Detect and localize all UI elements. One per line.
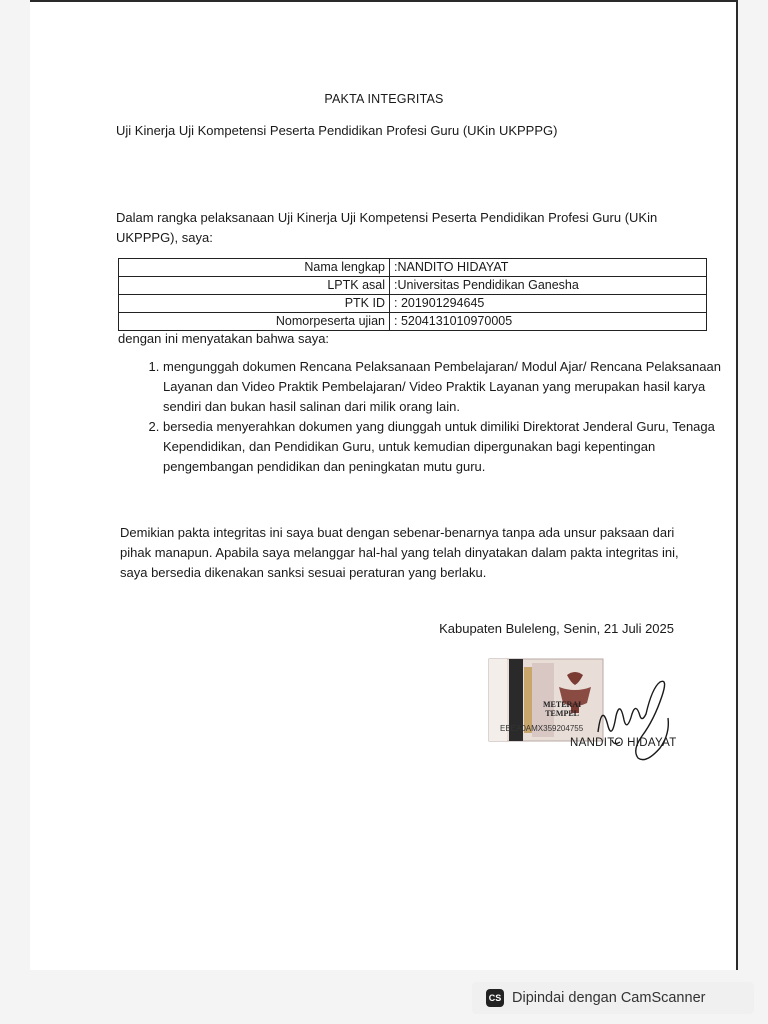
declaration-lead: dengan ini menyatakan bahwa saya:: [118, 331, 330, 346]
document-subtitle: Uji Kinerja Uji Kompetensi Peserta Pendidikan Profesi Guru (UKin UKPPPG): [116, 123, 558, 138]
camscanner-icon: CS: [486, 989, 504, 1007]
camscanner-text: Dipindai dengan CamScanner: [512, 990, 706, 1006]
signer-name: NANDITO HIDAYAT: [570, 737, 677, 749]
camscanner-badge: [472, 982, 754, 1014]
meterai-line1: METERAI: [543, 700, 582, 709]
declaration-list: [137, 357, 723, 477]
meterai-serial: EBEA0AMX359204755: [500, 724, 584, 733]
row-label: LPTK asal: [119, 277, 390, 295]
row-label: Nama lengkap: [119, 259, 390, 277]
row-value: : 5204131010970005: [390, 313, 707, 331]
meterai-line2: TEMPEL: [545, 709, 579, 718]
place-date: Kabupaten Buleleng, Senin, 21 Juli 2025: [439, 621, 674, 636]
table-row: [119, 259, 707, 277]
document-title: PAKTA INTEGRITAS: [324, 92, 444, 106]
list-item: 2. bersedia menyerahkan dokumen yang diunggah untuk dimiliki Direktorat Jenderal Guru, Tenaga Kependidikan, dan Pendidikan Guru, untuk kemudian dipergunakan bagi kepentingan pengembangan pendidikan dan peningkatan mutu guru.: [163, 417, 723, 477]
row-value: :Universitas Pendidikan Ganesha: [390, 277, 707, 295]
document-page: [30, 0, 738, 970]
intro-paragraph: Dalam rangka pelaksanaan Uji Kinerja Uji Kompetensi Peserta Pendidikan Profesi Guru (UKin UKPPPG), saya:: [116, 210, 658, 245]
row-value: : 201901294645: [390, 295, 707, 313]
list-item: 1. mengunggah dokumen Rencana Pelaksanaan Pembelajaran/ Modul Ajar/ Rencana Pelaksanaan Layanan dan Video Praktik Pembelajaran/ Video Praktik Layanan yang merupakan hasil karya sendiri dan bukan hasil salinan dari milik orang lain.: [163, 357, 723, 417]
table-row: [119, 295, 707, 313]
row-label: PTK ID: [119, 295, 390, 313]
row-label: Nomorpeserta ujian: [119, 313, 390, 331]
table-row: [119, 277, 707, 295]
identity-table: [118, 258, 707, 331]
meterai-label: [543, 700, 581, 718]
closing-paragraph: Demikian pakta integritas ini saya buat dengan sebenar-benarnya tanpa ada unsur paksaan dari pihak manapun. Apabila saya melanggar hal-hal yang telah dinyatakan dalam pakta integritas ini, saya bersedia dikenakan sanksi sesuai peraturan yang berlaku.: [120, 525, 679, 580]
row-value: :NANDITO HIDAYAT: [390, 259, 707, 277]
table-row: [119, 313, 707, 331]
